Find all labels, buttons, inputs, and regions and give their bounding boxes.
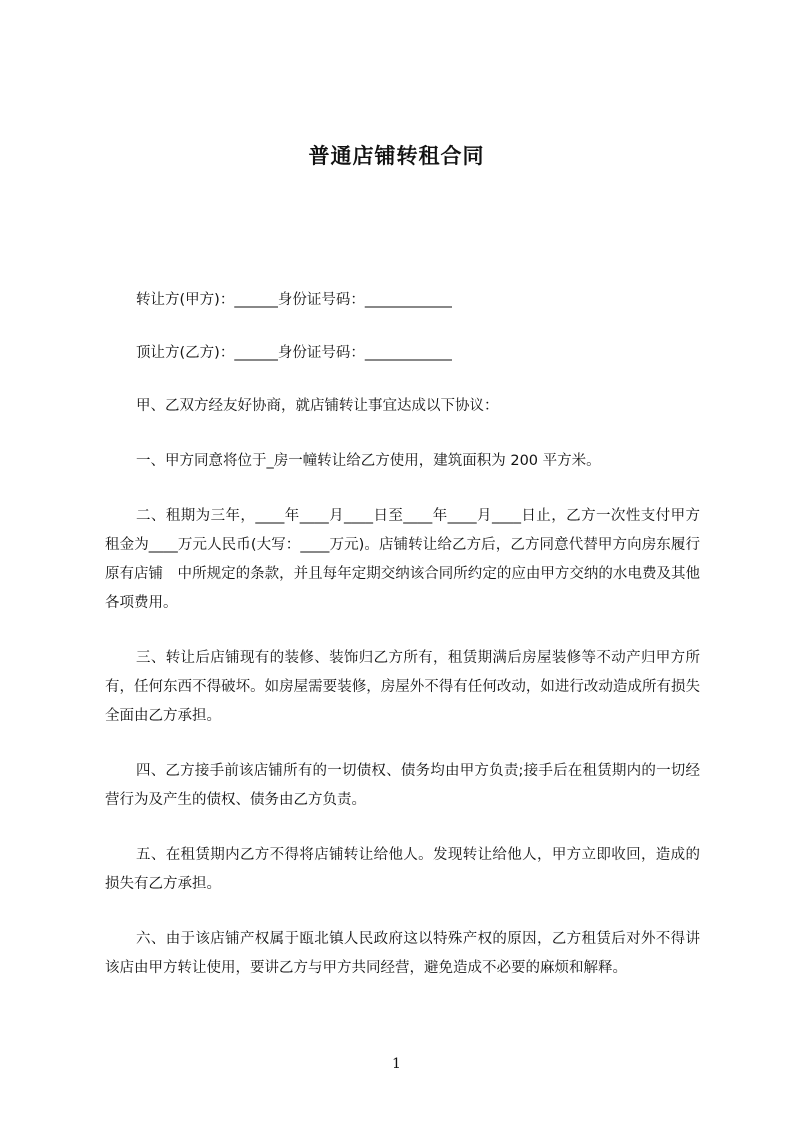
paragraph-transferee: 顶让方(乙方)：______身份证号码：____________ <box>136 345 452 361</box>
paragraph-clause-3: 三、转让后店铺现有的装修、装饰归乙方所有，租赁期满后房屋装修等不动产归甲方所有，任何东西不得破坏。如房屋需要装修，房屋外不得有任何改动，如进行改动造成所有损失全面由乙方承担。 <box>105 650 700 724</box>
paragraph-preamble: 甲、乙双方经友好协商，就店铺转让事宜达成以下协议： <box>136 398 499 414</box>
document-title: 普通店铺转租合同 <box>308 144 485 168</box>
paragraph-clause-6: 六、由于该店铺产权属于瓯北镇人民政府这以特殊产权的原因，乙方租赁后对外不得讲该店由甲方转让使用，要讲乙方与甲方共同经营，避免造成不必要的麻烦和解释。 <box>105 931 700 976</box>
paragraph-clause-4: 四、乙方接手前该店铺所有的一切债权、债务均由甲方负责;接手后在租赁期内的一切经营行为及产生的债权、债务由乙方负责。 <box>105 763 700 808</box>
paragraph-clause-2: 二、租期为三年，____年____月____日至____年____月____日止，乙方一次性支付甲方租金为____万元人民币(大写：____万元)。店铺转让给乙方后，乙方同意代替甲方向房东履行原有店铺 中所规定的条款，并且每年定期交纳该合同所约定的应由甲方交纳的水电费及其他各项费用。 <box>105 508 700 611</box>
paragraph-clause-5: 五、在租赁期内乙方不得将店铺转让给他人。发现转让给他人，甲方立即收回，造成的损失有乙方承担。 <box>105 847 700 892</box>
paragraph-transferor: 转让方(甲方)：______身份证号码：____________ <box>136 292 452 308</box>
paragraph-clause-1: 一、甲方同意将位于_房一幢转让给乙方使用，建筑面积为 200 平方米。 <box>136 453 601 469</box>
document-body <box>105 286 700 1009</box>
page-number: 1 <box>392 1056 401 1072</box>
